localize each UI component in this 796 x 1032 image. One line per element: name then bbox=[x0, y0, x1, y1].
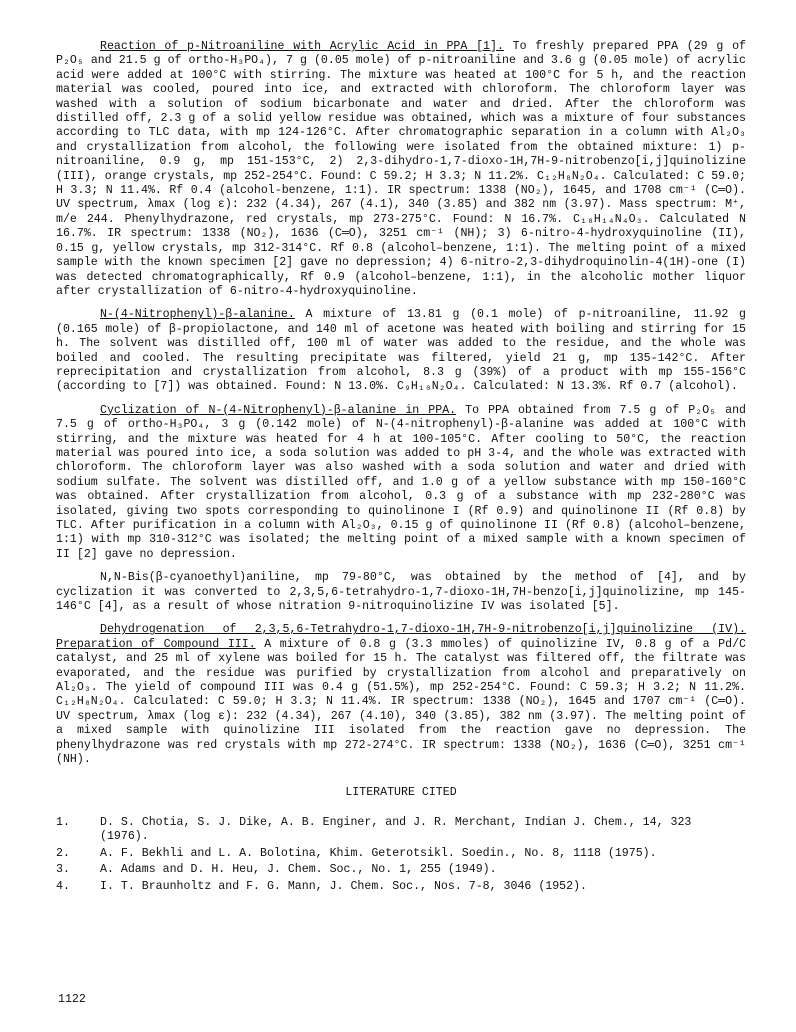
reference-text: A. F. Bekhli and L. A. Bolotina, Khim. Geterotsikl. Soedin., No. 8, 1118 (1975). bbox=[100, 846, 657, 860]
reference-number: 1. bbox=[56, 815, 70, 829]
reference-item bbox=[56, 863, 746, 877]
reference-item bbox=[56, 847, 746, 861]
literature-heading: LITERATURE CITED bbox=[345, 785, 457, 799]
page-number: 1122 bbox=[58, 993, 86, 1006]
reference-number: 4. bbox=[56, 879, 70, 893]
reference-list bbox=[56, 816, 746, 894]
paragraph-dehydrogenation bbox=[56, 623, 746, 767]
reference-number: 2. bbox=[56, 846, 70, 860]
reference-item bbox=[56, 816, 746, 845]
paragraph-body: N,N-Bis(β-cyanoethyl)aniline, mp 79-80°C, was obtained by the method of [4], and by cyclization it was converted to 2,3,5,6-tetrahydro-1,7-dioxo-1H,7H-benzo[i,j]quinolizine, mp 145-146°C [4], as a result of whose nitration 9-nitroquinolizine IV was isolated [5]. bbox=[56, 571, 746, 614]
paragraph-title: Cyclization of N-(4-Nitrophenyl)-β-alanine in PPA. bbox=[100, 403, 457, 417]
paragraph-reaction-pnitroaniline bbox=[56, 40, 746, 299]
paragraph-body: A mixture of 0.8 g (3.3 mmoles) of quinolizine IV, 0.8 g of a Pd/C catalyst, and 25 ml of xylene was boiled for 15 h. The catalyst was filtered off, the filtrate was evaporated, and the residue was purified by crystallization from alcohol and preparatively on Al₂O₃. The yield of compound III was 0.4 g (51.5%), mp 252-254°C. Found: C 59.3; H 3.2; N 11.2%. C₁₂H₈N₂O₄. Calculated: C 59.0; H 3.3; N 11.4%. IR spectrum: 1338 (NO₂), 1645 and 1707 cm⁻¹ (C═O). UV spectrum, λmax (log ε): 232 (4.34), 267 (4.10), 340 (3.85), 382 nm (3.97). The melting point of a mixed sample with quinolizine III isolated from the reaction gave no depression. The phenylhydrazone was red crystals with mp 272-274°C. IR spectrum: 1338 (NO₂), 1636 (C═O), 3251 cm⁻¹ (NH). bbox=[56, 637, 746, 767]
reference-item bbox=[56, 880, 746, 894]
reference-text: A. Adams and D. H. Heu, J. Chem. Soc., No. 1, 255 (1949). bbox=[100, 863, 497, 877]
paragraph-body: To PPA obtained from 7.5 g of P₂O₅ and 7.5 g of ortho-H₃PO₄, 3 g (0.142 mole) of N-(4-nitrophenyl)-β-alanine was added at 100°C with stirring, and the mixture was heated for 4 h at 100-105°C. After cooling to 50°C, the reaction material was poured into ice, a soda solution was added to pH 3-4, and the whole was extracted with chloroform. The chloroform layer was also washed with a soda solution and water and dried with sodium sulfate. The solvent was distilled off, and 1.0 g of a yellow substance with mp 150-160°C was obtained. After crystallization from alcohol, 0.3 g of a substance with mp 232-280°C was isolated, giving two spots corresponding to quinolinone I (Rf 0.9) and quinolinone II (Rf 0.8) by TLC. After purification in a column with Al₂O₃, 0.15 g of quinolinone II (Rf 0.8) (alcohol–benzene, 1:1) with mp 310-312°C was isolated; the melting point of a mixed sample with a known specimen of II [2] gave no depression. bbox=[56, 403, 747, 561]
paragraph-title: Dehydrogenation of 2,3,5,6-Tetrahydro-1,7-dioxo-1H,7H-9-nitrobenzo[i,j]quinolizine (IV). Preparation of Compound III. bbox=[56, 623, 746, 651]
paragraph-bis-cyanoethyl bbox=[56, 571, 746, 614]
paragraph-nitrophenyl-alanine bbox=[56, 308, 746, 394]
paragraph-title: N-(4-Nitrophenyl)-β-alanine. bbox=[100, 308, 295, 322]
paper-page bbox=[56, 40, 746, 896]
reference-number: 3. bbox=[56, 863, 70, 877]
reference-text: D. S. Chotia, S. J. Dike, A. B. Enginer, and J. R. Merchant, Indian J. Chem., 14, 323 (1976). bbox=[100, 815, 692, 844]
paragraph-body: To freshly prepared PPA (29 g of P₂O₅ and 21.5 g of ortho-H₃PO₄), 7 g (0.05 mole) of p-nitroaniline and 3.6 g (0.05 mole) of acrylic acid were added at 100°C with stirring. The mixture was heated at 100°C for 5 h, and the reaction material was cooled, poured into ice, and extracted with chloroform. The chloroform layer was washed with a solution of sodium bicarbonate and water and dried. After the chloroform was distilled off, 2.3 g of a solid yellow residue was obtained, which was a mixture of four substances according to TLC data, with mp 124-126°C. After chromatographic separation in a column with Al₂O₃ and crystallization from alcohol, the following were isolated from the obtained mixture: 1) p-nitroaniline, 0.9 g, mp 151-153°C, 2) 2,3-dihydro-1,7-dioxo-1H,7H-9-nitrobenzo[i,j]quinolizine (III), orange crystals, mp 252-254°C. Found: C 59.2; H 3.3; N 11.2%. C₁₂H₈N₂O₄. Calculated: C 59.0; H 3.3; N 11.4%. Rf 0.4 (alcohol-benzene, 1:1). IR spectrum: 1338 (NO₂), 1645, and 1708 cm⁻¹ (C═O). UV spectrum, λmax (log ε): 232 (4.34), 267 (4.1), 340 (3.85) and 382 nm (3.97). Mass spectrum: M⁺, m/e 244. Phenylhydrazone, red crystals, mp 273-275°C. Found: N 16.7%. C₁₈H₁₄N₄O₃. Calculated N 16.7%. IR spectrum: 1338 (NO₂), 1636 (C═O), 3251 cm⁻¹ (NH); 3) 6-nitro-4-hydroxyquinoline (II), 0.15 g, yellow crystals, mp 312-314°C. Rf 0.8 (alcohol–benzene, 1:1). The melting point of a mixed sample with the known specimen [2] gave no depression; 4) 6-nitro-2,3-dihydroquinolin-4(1H)-one (I) was detected chromatographically, Rf 0.9 (alcohol–benzene, 1:1), in the alcoholic mother liquor after crystallization of 6-nitro-4-hydroxyquinoline. bbox=[56, 40, 746, 298]
paragraph-cyclization bbox=[56, 404, 746, 562]
reference-text: I. T. Braunholtz and F. G. Mann, J. Chem. Soc., Nos. 7-8, 3046 (1952). bbox=[100, 879, 588, 893]
paragraph-body: A mixture of 13.81 g (0.1 mole) of p-nitroaniline, 11.92 g (0.165 mole) of β-propiolactone, and 140 ml of acetone was heated with boiling and stirring for 15 h. The solvent was distilled off, 100 ml of water was added to the residue, and the whole was boiled and cooled. The resulting precipitate was filtered, yield 21 g, mp 135-142°C. After reprecipitation and crystallization from alcohol, 8.3 g (39%) of a product with mp 155-156°C (according to [7]) was obtained. Found: N 13.0%. C₉H₁₀N₂O₄. Calculated: N 13.3%. Rf 0.7 (alcohol). bbox=[56, 308, 746, 394]
paragraph-title: Reaction of p-Nitroaniline with Acrylic Acid in PPA [1]. bbox=[100, 40, 504, 53]
